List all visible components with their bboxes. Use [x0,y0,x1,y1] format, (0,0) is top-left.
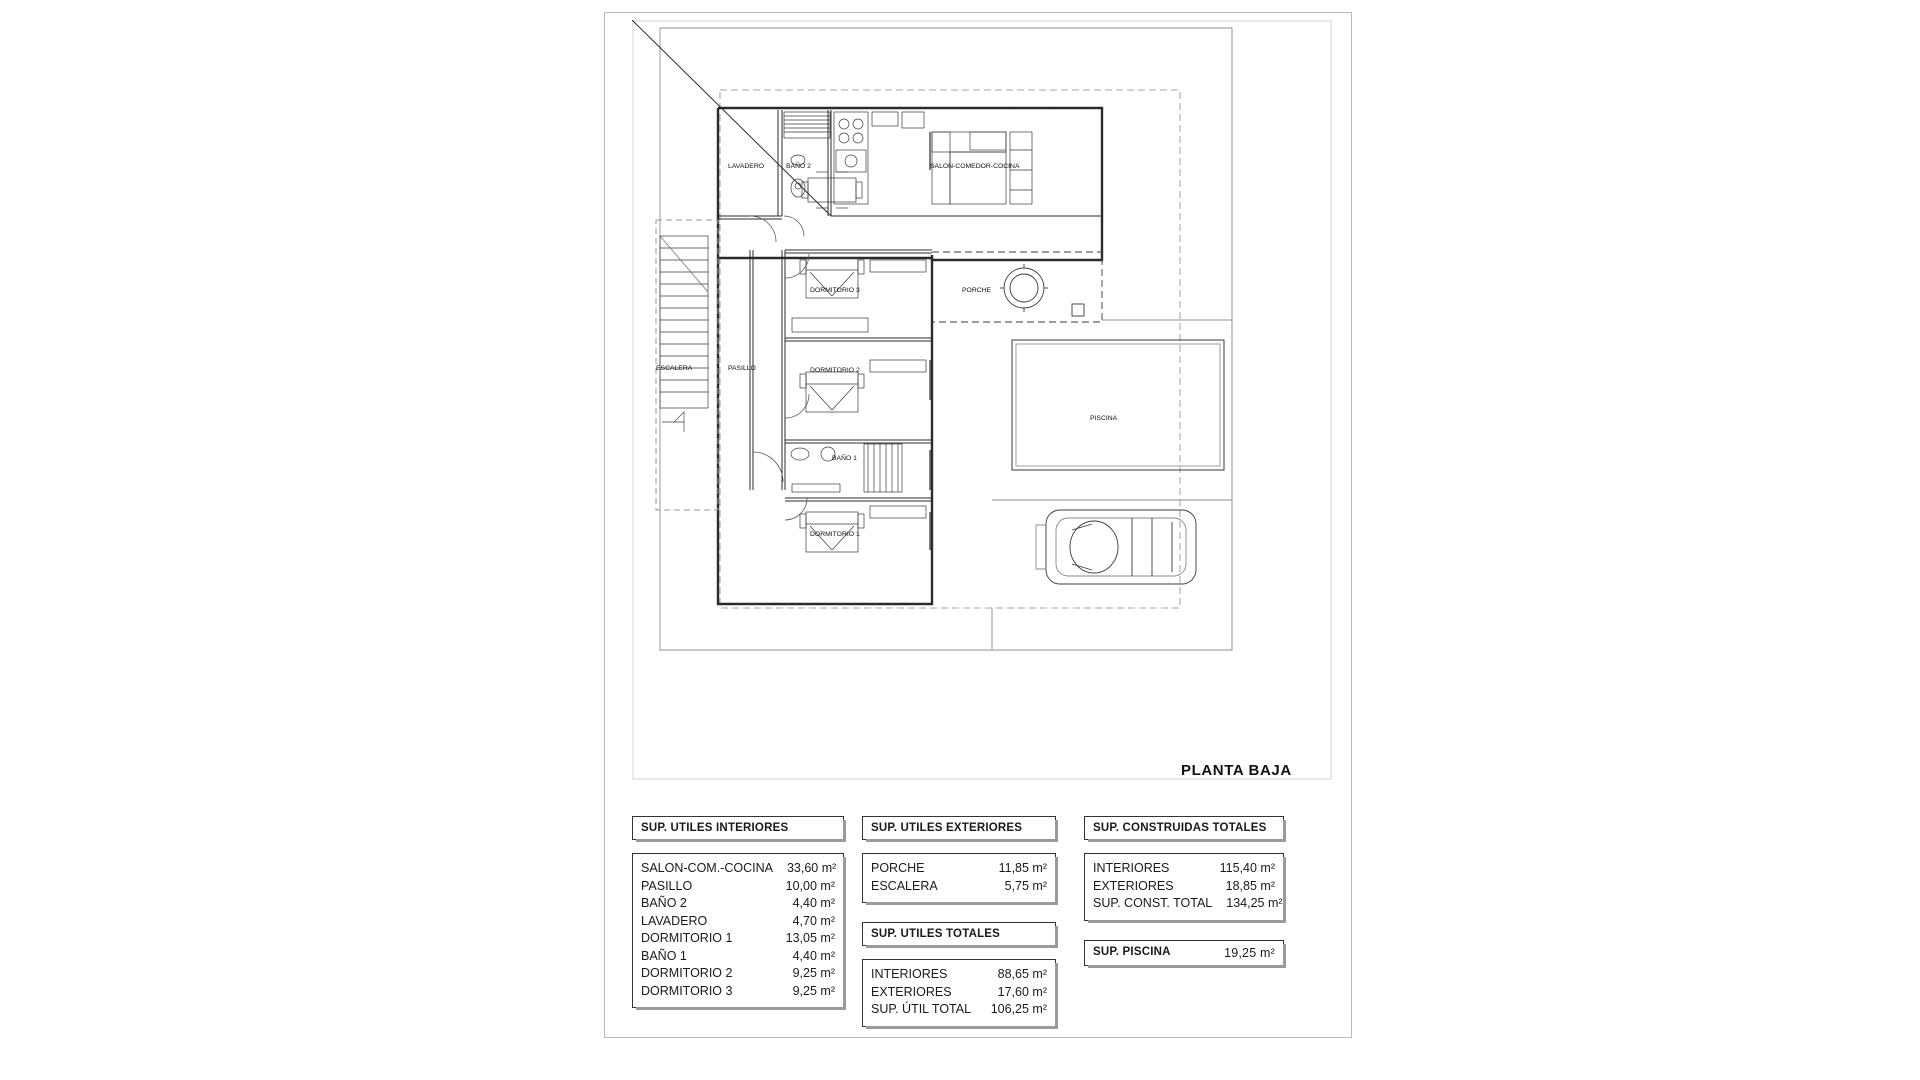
legend-interiores [632,816,844,1008]
legend-row-label: SUP. CONST. TOTAL [1093,896,1213,910]
legend-piscina-box [1084,940,1284,966]
legend-row-value: 115,40 m² [1219,861,1275,875]
legend-row-value: 33,60 m² [786,861,837,875]
legend-interiores-rows-box [632,853,844,1008]
legend-row-value: 11,85 m² [998,861,1047,875]
legend-row [641,895,835,913]
legend-row [871,860,1047,878]
room-label-escalera: ESCALERA [656,365,693,372]
legend-row-label: ESCALERA [871,878,938,893]
legend-exteriores-header-box [862,816,1056,840]
legend-row-label: INTERIORES [871,967,948,981]
legend-utiles-totales-rows-box [862,959,1056,1027]
legend-row [641,860,835,878]
legend-row-value: 4,40 m² [792,948,835,963]
legend-utiles-totales-header-box [862,922,1056,946]
legend-row-value: 10,00 m² [785,878,835,893]
room-label-bano-1: BAÑO 1 [832,455,857,462]
legend-row-label: PORCHE [871,861,925,875]
legend-row [871,984,1047,1002]
legend-utiles-totales-header: SUP. UTILES TOTALES [871,928,1001,940]
legend-row-value: 4,40 m² [792,896,835,910]
legend-row [871,878,1047,896]
legend-construidas [1084,816,1284,966]
legend-row-label: LAVADERO [641,913,708,928]
legend-row-label: PASILLO [641,878,693,893]
legend-row [641,948,835,966]
legend-row-label: EXTERIORES [871,984,952,999]
room-label-bano-2: BAÑO 2 [786,163,811,170]
legend-interiores-header-box [632,816,844,840]
legend-piscina-header: SUP. PISCINA [1093,945,1171,958]
room-label-dormitorio-2: DORMITORIO 2 [810,367,860,374]
legend-row-label: BAÑO 1 [641,948,687,963]
room-label-piscina: PISCINA [1090,415,1118,422]
legend-row-value: 9,25 m² [792,966,835,980]
floor-plan-svg [632,20,1332,780]
room-label-dormitorio-1: DORMITORIO 1 [810,531,860,538]
legend-row-label: DORMITORIO 1 [641,931,733,945]
room-label-pasillo: PASILLO [728,365,756,372]
legend-row-label: SALON-COM.-COCINA [641,861,773,875]
legend-row-label: DORMITORIO 2 [641,966,733,980]
room-label-lavadero: LAVADERO [728,163,765,170]
legend-row [1093,895,1283,913]
legend-exteriores-rows-box [862,853,1056,903]
legend-row-label: DORMITORIO 3 [641,983,733,998]
room-label-porche: PORCHE [962,287,992,294]
legend-row-label: INTERIORES [1093,861,1170,875]
legend-construidas-header: SUP. CONSTRUIDAS TOTALES [1093,822,1267,834]
legend-row [1093,878,1275,896]
legend-row [641,965,835,983]
room-label-dormitorio-3: DORMITORIO 3 [810,287,860,294]
legend-construidas-rows-box [1084,853,1284,921]
legend-row-value: 18,85 m² [1225,878,1275,893]
plan-title: PLANTA BAJA [1181,762,1292,779]
legend-interiores-header: SUP. UTILES INTERIORES [641,822,789,834]
legend-exteriores-header: SUP. UTILES EXTERIORES [871,822,1023,834]
floor-plan-drawing [632,20,1332,780]
legend-row [871,966,1047,984]
legend-row-value: 9,25 m² [792,983,835,998]
legend-row-value: 106,25 m² [990,1002,1047,1016]
legend-row [641,913,835,931]
legend-row [1093,860,1275,878]
legend-row-value: 17,60 m² [997,984,1047,999]
legend-row-value: 134,25 m² [1226,896,1283,910]
legend-row-label: SUP. ÚTIL TOTAL [871,1002,972,1016]
legend-row [641,983,835,1001]
legend-row-label: BAÑO 2 [641,896,687,910]
legend-construidas-header-box [1084,816,1284,840]
legend-row [641,878,835,896]
legend-exteriores [862,816,1056,1027]
legend-row-label: EXTERIORES [1093,878,1174,893]
legend-piscina-value: 19,25 m² [1224,945,1275,960]
legend-row-value: 88,65 m² [997,967,1047,981]
legend-row [641,930,835,948]
legend-row-value: 13,05 m² [785,931,835,945]
room-label-salon-comedor-cocina: SALON-COMEDOR-COCINA [930,163,1020,170]
legend-row-value: 5,75 m² [1004,878,1047,893]
legend-row [871,1001,1047,1019]
legend-row-value: 4,70 m² [792,913,835,928]
